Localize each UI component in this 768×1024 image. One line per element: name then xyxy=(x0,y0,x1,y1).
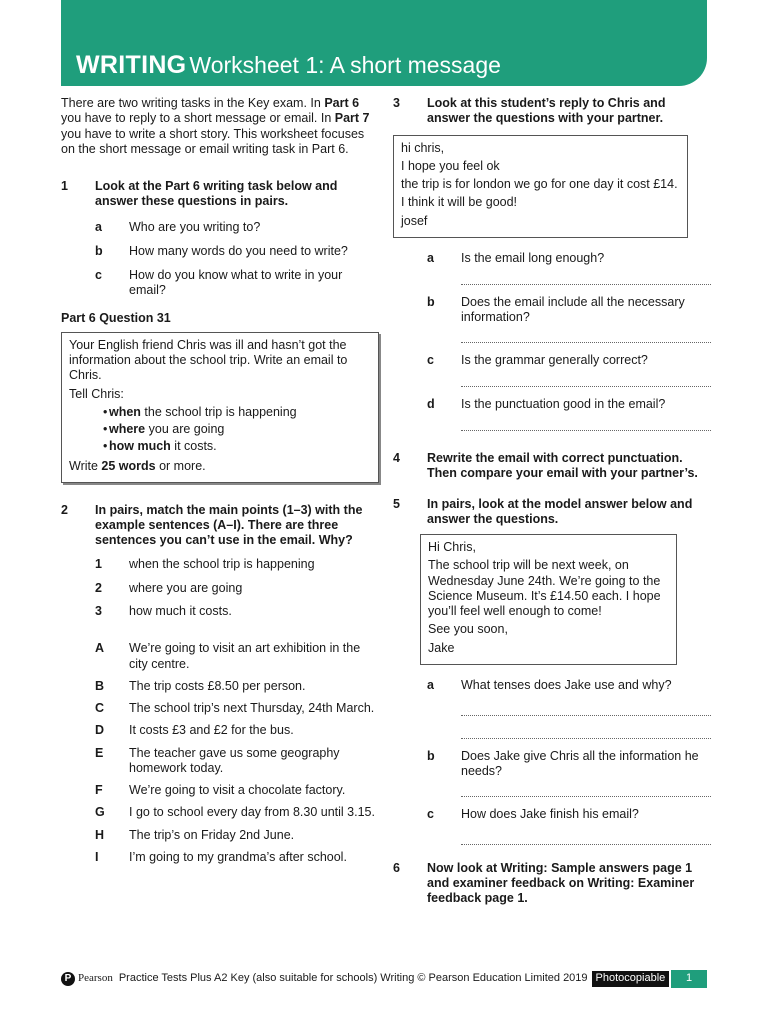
intro-paragraph xyxy=(61,96,379,157)
bullet-text: it costs. xyxy=(170,439,217,454)
question-number: 4 xyxy=(393,451,400,465)
question-number: 1 xyxy=(61,179,68,193)
email-line: See you soon, xyxy=(428,622,508,637)
email-line: josef xyxy=(401,213,428,228)
email-line: I hope you feel ok xyxy=(401,158,500,173)
q3-sub-c xyxy=(393,353,711,368)
item-key: F xyxy=(95,783,103,797)
bullet-bold: when xyxy=(109,404,141,419)
point-item xyxy=(61,581,379,596)
q3-sub-d xyxy=(393,397,711,412)
sub-letter: b xyxy=(95,243,103,258)
model-email-box xyxy=(420,534,677,665)
sentence-item xyxy=(61,805,379,820)
sub-text: How many words do you need to write? xyxy=(129,243,348,258)
item-key: G xyxy=(95,805,105,820)
question-text: Now look at Writing: Sample answers page 1 and examiner feedback on Writing: Examiner feedback page 1. xyxy=(427,860,695,906)
answer-line[interactable] xyxy=(461,844,711,845)
sentence-item xyxy=(61,641,379,672)
question-number: 3 xyxy=(393,96,400,110)
bullet-text: you are going xyxy=(145,422,225,436)
sub-text: Who are you writing to? xyxy=(129,219,261,234)
item-text: The trip’s on Friday 2nd June. xyxy=(129,827,295,842)
page-number: 1 xyxy=(671,970,707,988)
item-text: I’m going to my grandma’s after school. xyxy=(129,849,347,864)
item-key: I xyxy=(95,849,99,864)
sub-letter: c xyxy=(427,806,434,821)
question-text: Look at the Part 6 writing task below and answer these questions in pairs. xyxy=(95,179,338,209)
answer-line[interactable] xyxy=(461,796,711,797)
q2-sentences xyxy=(61,641,379,865)
word-count-instruction xyxy=(69,459,371,474)
sub-text: Is the email long enough? xyxy=(461,250,605,265)
title-rest: Worksheet 1: A short message xyxy=(189,52,501,78)
question-2 xyxy=(61,503,379,549)
student-email-box xyxy=(393,135,688,238)
item-text: I go to school every day from 8.30 until 3.15. xyxy=(129,805,375,820)
pearson-logo-icon: P xyxy=(61,972,75,986)
item-text: It costs £3 and £2 for the bus. xyxy=(129,723,294,738)
intro-bold-part6: Part 6 xyxy=(324,96,360,110)
question-number: 2 xyxy=(61,502,68,517)
sub-text: Is the grammar generally correct? xyxy=(461,352,648,367)
q5-sub-b xyxy=(393,749,711,780)
email-line: I think it will be good! xyxy=(401,195,518,210)
q5-sub-a xyxy=(393,678,711,693)
item-key: H xyxy=(95,827,105,842)
footer-text: Practice Tests Plus A2 Key (also suitable for schools) Writing © Pearson Education Limited 2019 xyxy=(118,972,588,985)
photocopiable-badge: Photocopiable xyxy=(592,971,670,986)
item-text: The teacher gave us some geography homework today. xyxy=(129,745,340,775)
item-text: We’re going to visit an art exhibition in the city centre. xyxy=(129,641,361,671)
item-key: C xyxy=(95,701,105,715)
item-text: how much it costs. xyxy=(129,604,232,618)
item-key: A xyxy=(95,641,105,656)
q2-points xyxy=(61,557,379,620)
left-column xyxy=(61,96,379,865)
answer-line[interactable] xyxy=(461,738,711,739)
sub-letter: c xyxy=(427,352,434,367)
sub-letter: a xyxy=(427,677,434,692)
page-footer xyxy=(61,970,707,988)
task-box xyxy=(61,332,379,483)
task-bullet xyxy=(69,439,371,454)
email-line: the trip is for london we go for one day it cost £14. xyxy=(401,177,678,191)
task-bullet xyxy=(69,405,371,420)
q1-sub-b xyxy=(61,244,379,259)
question-number: 6 xyxy=(393,860,400,875)
write-prefix: Write xyxy=(69,458,102,473)
item-key: B xyxy=(95,678,105,693)
sentence-item xyxy=(61,679,379,694)
sub-text: How do you know what to write in your email? xyxy=(129,268,343,298)
answer-line[interactable] xyxy=(461,386,711,387)
sub-text: Is the punctuation good in the email? xyxy=(461,396,666,411)
email-line: hi chris, xyxy=(401,140,445,155)
sentence-item xyxy=(61,850,379,865)
intro-text-3: you have to write a short story. This worksheet focuses on the short message or email writing task in Part 6. xyxy=(61,126,365,156)
sentence-item xyxy=(61,828,379,843)
page-title xyxy=(76,50,501,81)
email-line: Hi Chris, xyxy=(428,540,476,554)
answer-line[interactable] xyxy=(461,342,711,343)
answer-line[interactable] xyxy=(461,284,711,285)
title-writing: WRITING xyxy=(76,51,187,79)
item-text: where you are going xyxy=(129,580,243,595)
item-key: 3 xyxy=(95,604,102,618)
sub-letter: b xyxy=(427,749,435,763)
sub-letter: b xyxy=(427,295,435,309)
task-text: Your English friend Chris was ill and hasn’t got the information about the school trip. Write an email to Chris. xyxy=(69,337,348,383)
email-line: The school trip will be next week, on Wednesday June 24th. We’re going to the Science Museum. It’s £14.50 each. I hope you’ll feel well enough to come! xyxy=(428,558,661,618)
question-number: 5 xyxy=(393,496,400,511)
sub-text: How does Jake finish his email? xyxy=(461,806,639,821)
sentence-item xyxy=(61,723,379,738)
answer-line[interactable] xyxy=(461,430,711,431)
sub-letter: c xyxy=(95,268,102,282)
point-item xyxy=(61,604,379,619)
question-4 xyxy=(393,451,711,482)
bullet-bold: where xyxy=(109,422,146,436)
sentence-item xyxy=(61,701,379,716)
bullet-bold: how much xyxy=(109,439,171,454)
question-text: In pairs, look at the model answer below and answer the questions. xyxy=(427,496,693,526)
right-column xyxy=(393,96,711,907)
sentence-item xyxy=(61,746,379,777)
answer-line[interactable] xyxy=(461,715,711,716)
question-text: Look at this student’s reply to Chris and answer the questions with your partner. xyxy=(427,96,666,126)
item-text: We’re going to visit a chocolate factory. xyxy=(129,783,346,797)
q3-sub-b xyxy=(393,295,711,326)
sub-letter: a xyxy=(95,219,102,234)
intro-text-1: There are two writing tasks in the Key exam. In xyxy=(61,96,325,110)
question-3 xyxy=(393,96,711,127)
sub-text: What tenses does Jake use and why? xyxy=(461,677,672,692)
sub-letter: d xyxy=(427,396,435,411)
bullet-text: the school trip is happening xyxy=(140,404,297,419)
intro-text-2: you have to reply to a short message or email. In xyxy=(61,111,335,126)
write-suffix: or more. xyxy=(155,458,206,473)
q1-sub-a xyxy=(61,220,379,235)
item-text: when the school trip is happening xyxy=(129,556,315,571)
sentence-item xyxy=(61,783,379,798)
question-1 xyxy=(61,179,379,210)
item-key: 1 xyxy=(95,556,102,571)
question-text: Rewrite the email with correct punctuation. Then compare your email with your partner’s. xyxy=(427,451,698,481)
write-bold: 25 words xyxy=(101,458,156,473)
sub-text: Does the email include all the necessary information? xyxy=(461,295,685,325)
q5-sub-c xyxy=(393,807,711,822)
question-text: In pairs, match the main points (1–3) with the example sentences (A–I). There are three sentences you can’t use in the email. Why? xyxy=(95,502,363,548)
sub-letter: a xyxy=(427,250,434,265)
item-key: E xyxy=(95,745,104,760)
item-key: D xyxy=(95,723,105,738)
item-key: 2 xyxy=(95,580,102,595)
point-item xyxy=(61,557,379,572)
intro-bold-part7: Part 7 xyxy=(334,111,370,126)
page-header xyxy=(61,0,707,86)
sub-text: Does Jake give Chris all the information he needs? xyxy=(461,749,699,779)
q3-sub-a xyxy=(393,251,711,266)
pearson-logo-word: Pearson xyxy=(78,972,113,985)
question-6 xyxy=(393,861,711,907)
q1-sub-c xyxy=(61,268,379,299)
question-5 xyxy=(393,497,711,528)
part6-heading: Part 6 Question 31 xyxy=(61,310,171,325)
email-line: Jake xyxy=(428,640,455,655)
task-bullet xyxy=(69,422,371,437)
item-text: The school trip’s next Thursday, 24th March. xyxy=(129,701,375,715)
tell-chris: Tell Chris: xyxy=(69,386,124,401)
item-text: The trip costs £8.50 per person. xyxy=(129,678,306,693)
task-bullets xyxy=(69,405,371,455)
